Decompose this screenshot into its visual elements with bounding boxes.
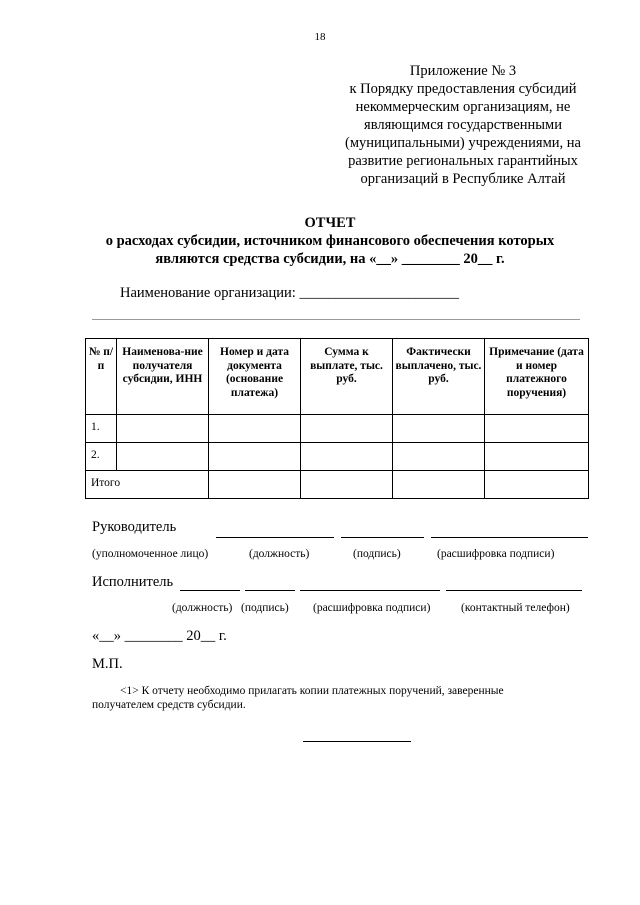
report-table: [85, 338, 589, 499]
organization-name-field: Наименование организации: ______________________: [120, 285, 459, 301]
total-label: Итого: [86, 471, 209, 499]
table-cell: 1.: [86, 415, 117, 443]
report-title: [60, 214, 600, 268]
table-cell: [485, 443, 589, 471]
table-cell: [485, 471, 589, 499]
head-name-line: [431, 537, 588, 538]
table-cell: [209, 471, 301, 499]
table-cell: [301, 471, 393, 499]
report-subtitle-line: о расходах субсидии, источником финансового обеспечения которых: [105, 233, 555, 249]
appendix-block: [318, 62, 608, 188]
executor-phone-line: [446, 590, 582, 591]
caption-authorized-person: (уполномоченное лицо): [92, 548, 209, 560]
closing-rule: [303, 741, 411, 742]
executor-label: Исполнитель: [92, 574, 174, 590]
table-cell: [485, 415, 589, 443]
footnote: [92, 684, 595, 712]
table-cell: [393, 415, 485, 443]
column-header-recipient: Наименова-ние получателя субсидии, ИНН: [117, 339, 209, 415]
table-cell: [301, 415, 393, 443]
appendix-line: Приложение № 3: [409, 63, 517, 79]
caption-name: (расшифровка подписи): [313, 602, 431, 614]
caption-phone: (контактный телефон): [461, 602, 570, 614]
appendix-line: организаций в Республике Алтай: [360, 171, 566, 187]
report-heading: ОТЧЕТ: [304, 215, 356, 231]
appendix-line: являющимся государственными: [364, 117, 562, 133]
appendix-line: к Порядку предоставления субсидий: [349, 81, 577, 97]
head-label: Руководитель: [92, 519, 177, 535]
caption-position: (должность): [172, 602, 233, 614]
executor-position-line: [180, 590, 240, 591]
table-cell: [209, 443, 301, 471]
column-header-amount-paid: Фактически выплачено, тыс. руб.: [393, 339, 485, 415]
table-cell: [209, 415, 301, 443]
head-signature-line: [341, 537, 424, 538]
executor-name-line: [300, 590, 440, 591]
caption-name: (расшифровка подписи): [437, 548, 555, 560]
table-cell: 2.: [86, 443, 117, 471]
table-cell: [301, 443, 393, 471]
caption-position: (должность): [249, 548, 310, 560]
table-row: [86, 443, 589, 471]
table-row: [86, 415, 589, 443]
table-cell: [393, 443, 485, 471]
footnote-line: получателем средств субсидии.: [92, 699, 246, 711]
caption-signature: (подпись): [353, 548, 401, 560]
column-header-number: № п/п: [86, 339, 117, 415]
date-line: «__» ________ 20__ г.: [92, 628, 227, 644]
executor-signature-line: [245, 590, 295, 591]
report-subtitle-line: являются средства субсидии, на «__» ________ 20__ г.: [155, 251, 505, 267]
column-header-amount-due: Сумма к выплате, тыс. руб.: [301, 339, 393, 415]
page-number: 18: [314, 31, 326, 43]
caption-signature: (подпись): [241, 602, 289, 614]
table-cell: [117, 443, 209, 471]
head-position-line: [216, 537, 334, 538]
footnote-line: <1> К отчету необходимо прилагать копии платежных поручений, заверенные: [120, 685, 504, 697]
table-cell: [393, 471, 485, 499]
stamp-placeholder: М.П.: [92, 656, 123, 672]
column-header-document: Номер и дата документа (основание платежа): [209, 339, 301, 415]
column-header-note: Примечание (дата и номер платежного поручения): [485, 339, 589, 415]
table-total-row: [86, 471, 589, 499]
table-header-row: [86, 339, 589, 415]
divider: [92, 319, 580, 320]
appendix-line: развитие региональных гарантийных: [348, 153, 578, 169]
table-cell: [117, 415, 209, 443]
appendix-line: некоммерческим организациям, не: [355, 99, 571, 115]
appendix-line: (муниципальными) учреждениями, на: [345, 135, 581, 151]
